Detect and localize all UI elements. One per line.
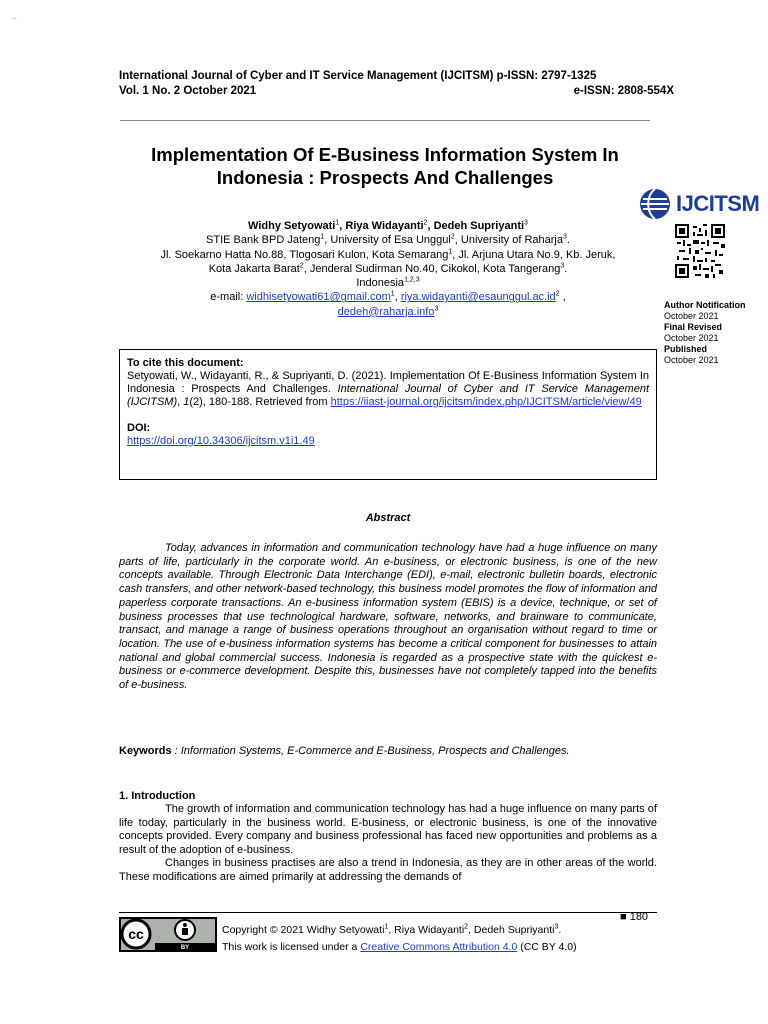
affiliation-3: University of Raharja [460,234,563,247]
abstract-heading: Abstract [365,512,411,524]
title-line-2: Indonesia : Prospects And Challenges [216,167,554,188]
header-rule [120,120,650,121]
citation-journal: International Journal of Cyber and IT Service Management (IJCITSM) [127,383,649,408]
author-block [119,219,657,319]
author-notification-label: Author Notification [664,300,746,310]
copyright-text: Copyright © 2021 Widhy Setyowati [222,924,385,936]
email-link-3[interactable]: dedeh@raharja.info [337,305,435,318]
citation-issue: (2), 180-188. Retrieved from [189,396,331,408]
paper-title [100,143,670,189]
copyright-block [222,922,577,956]
country: Indonesia [356,277,405,290]
author-2: Riya Widayanti [345,220,424,232]
sep: , [324,234,331,247]
affiliations: STIE Bank BPD Jateng$^1$, University of Esa Unggul$^2$, University of Raharja$^3$. [206,233,570,247]
addr-3-sup: 2 [299,262,304,270]
published-date: October 2021 [664,355,719,365]
address-line-1 [119,248,657,262]
journal-header-line [119,69,674,84]
citation-url-link[interactable]: https://iiast-journal.org/ijcitsm/index.php/IJCITSM/article/view/49 [330,396,642,408]
logo-text: IJCITSM [676,191,760,216]
copy-sup-2: 2 [464,923,469,931]
final-revised-label: Final Revised [664,322,723,332]
citation-text [127,370,649,409]
citation-volume: 1 [183,396,190,408]
sep: , [394,291,401,304]
email-link-1[interactable]: widhisetyowati61@gmail.com [246,291,391,304]
aff-2-sup: 2 [450,233,455,241]
title-line-1: Implementation Of E-Business Information System In [151,144,619,165]
citation-box [119,349,657,480]
addr-4-sup: 3 [560,262,565,270]
author-1: Widhy Setyowati [248,220,336,232]
cc-by-badge [119,917,217,952]
sep: , [454,234,461,247]
citation-heading: To cite this document: [127,357,244,369]
qr-code-icon [675,224,725,278]
citation-sep: , [177,396,184,408]
cc-badge-text: cc [128,926,144,942]
qr-code [675,224,725,278]
email-2-sup: 2 [555,290,560,298]
by-badge-text: BY [180,945,190,951]
footer-rule [119,912,657,913]
keywords-label: Keywords [119,745,172,757]
sep: , [427,220,434,232]
email-1-sup: 1 [390,290,395,298]
introduction-heading: 1. Introduction [119,790,196,802]
eissn: e-ISSN: 2808-554X [573,85,674,97]
cc-by-license-icon [119,917,217,952]
intro-paragraph-1: The growth of information and communication technology has had a huge influence on many parts of life today, particularly in the business world. E-business, or electronic business, is one of the innovative concepts provided. Every company and business professional has faced new opportunities and problems as a result of the adoption of e-business. [119,803,657,856]
corner-mark: – [12,14,17,23]
citation-pre: Setyowati, W., Widayanti, R., & Supriyanti, D. (2021). Implementation Of E-Business Information System In Indonesia : Prospects And Challenges. [127,370,649,395]
sep: , [339,220,346,232]
addr-1-sup: 1 [448,247,453,255]
email-link-2[interactable]: riya.widayanti@esaunggul.ac.id [400,291,556,304]
author-3-sup: 3 [524,219,528,227]
author-notification-date: October 2021 [664,311,719,321]
sep: , [452,248,459,261]
copyright-line [222,922,577,939]
email-label: e-mail: [210,291,247,304]
intro-paragraph-2: Changes in business practises are also a trend in Indonesia, as they are in other areas of the world. These modifications are aimed primarily at addressing the demands of [119,857,657,883]
abstract-body: Today, advances in information and communication technology have had a huge influence on many parts of life, particularly in the corporate world. An e-business, or electronic business, is one of the new concepts available. Through Electronic Data Interchange (EDI), e-mail, electronic bulletin boards, electronic cash transfers, and other network-based technology, this business model promotes the flow of information and paperless corporate transactions. An e-business information system (EBIS) is a device, technique, or set of business processes that use technological hardware, software, networks, and brainware to communicate, transact, and manage a range of business operations throughout an organisation without regard to time or location. The use of e-business information systems has become a critical component for businesses to attain national and global commercial success. Indonesia is regarded as a prospective state with the quickest e-business or e-commerce development. Despite this, businesses have not completely tapped into the benefits of e-business. [119,542,657,692]
author-2-sup: 2 [423,219,428,227]
country-sup: 1,2,3 [404,276,420,284]
affiliation-2: University of Esa Unggul [330,234,451,247]
publication-dates [664,300,764,366]
country-line [119,276,657,290]
aff-3-sup: 3 [562,233,567,241]
final-revised-date: October 2021 [664,333,719,343]
copy-end: . [558,924,562,936]
keywords-line [119,745,657,757]
email-line: e-mail: widhisetyowati61@gmail.com$^1$, $riya.widayanti@esaunggul.ac.id^2$ , [210,290,566,304]
address-3: Kota Jakarta Barat [208,262,300,275]
copy-sup-1: 1 [384,923,389,931]
volume-info: Vol. 1 No. 2 October 2021 [119,85,257,97]
license-link[interactable]: Creative Commons Attribution 4.0 [360,941,518,953]
affiliation-1: STIE Bank BPD Jateng [206,234,321,247]
address-4: Jenderal Sudirman No.40, Cikokol, Kota Tangerang [309,262,561,275]
introduction-body [119,803,657,884]
aff-1-sup: 1 [320,233,325,241]
published-label: Published [664,344,708,354]
author-3: Dedeh Supriyanti [433,220,525,232]
globe-logo-icon [638,186,674,222]
email-line-2 [119,305,657,319]
page-number: ■ 180 [620,911,649,923]
address-line-2: Kota Jakarta Barat$^2$, Jenderal Sudirman No.40, Cikokol, Kota Tangerang$^3$. [208,262,568,275]
copy-sup-3: 3 [554,923,559,931]
author-1-sup: 1 [335,219,340,227]
doi-label: DOI: [127,422,151,434]
license-post: (CC BY 4.0) [517,941,577,953]
email-3-sup: 3 [434,305,439,313]
author-names [119,219,657,233]
license-line [222,939,577,956]
copy-author-2: , Riya Widayanti [388,924,465,936]
volume-header-line [119,84,674,99]
license-pre: This work is licensed under a [222,941,361,953]
address-2: Jl. Arjuna Utara No.9, Kb. Jeruk, [458,248,616,261]
copy-author-3: , Dedeh Supriyanti [468,924,555,936]
sep: , [303,262,310,275]
address-1: Jl. Soekarno Hatta No.88, Tlogosari Kulon, Kota Semarang [160,248,449,261]
doi-link[interactable]: https://doi.org/10.34306/ijcitsm.v1i1.49 [127,435,315,447]
journal-name: International Journal of Cyber and IT Service Management (IJCITSM) p-ISSN: 2797-1325 [119,70,597,82]
keywords-text: : Information Systems, E-Commerce and E-Business, Prospects and Challenges. [171,745,570,757]
